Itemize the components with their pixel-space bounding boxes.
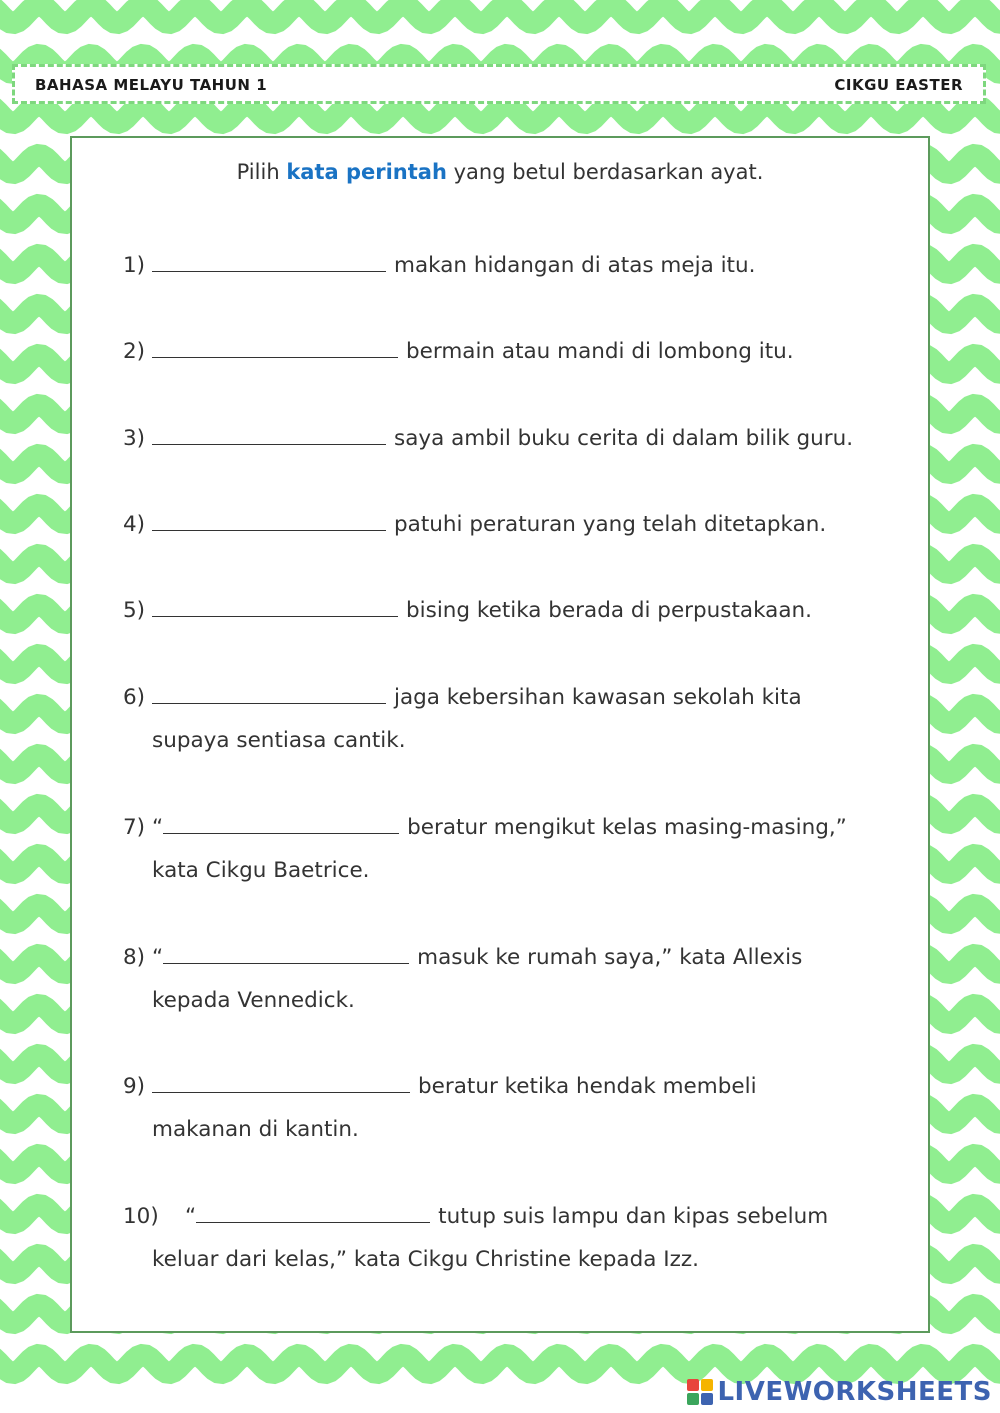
wave-stripe — [0, 5, 1000, 23]
teacher-name: CIKGU EASTER — [834, 76, 963, 94]
question-item — [123, 1195, 880, 1281]
question-item — [123, 589, 880, 632]
subject-title: BAHASA MELAYU TAHUN 1 — [35, 76, 268, 94]
liveworksheets-logo-icon — [687, 1379, 713, 1405]
question-item — [123, 244, 880, 287]
instruction-keyword: kata perintah — [286, 160, 447, 184]
question-text: masuk ke rumah saya,” kata Allexis — [417, 945, 803, 970]
open-quote: “ — [152, 945, 164, 970]
question-text-continued: makanan di kantin. — [152, 1117, 359, 1142]
answer-blank[interactable] — [152, 679, 386, 704]
question-text: saya ambil buku cerita di dalam bilik guru. — [394, 426, 854, 451]
question-number: 2) — [123, 339, 146, 364]
question-number: 1) — [123, 253, 146, 278]
question-text-continued: keluar dari kelas,” kata Cikgu Christine kepada Izz. — [152, 1247, 700, 1272]
question-item — [123, 417, 880, 460]
brand-name: LIVEWORKSHEETS — [717, 1377, 992, 1407]
worksheet-content — [70, 136, 930, 1333]
answer-blank[interactable] — [152, 506, 386, 531]
question-text: jaga kebersihan kawasan sekolah kita — [394, 685, 802, 710]
question-text: tutup suis lampu dan kipas sebelum — [438, 1204, 829, 1229]
question-text-continued: kata Cikgu Baetrice. — [152, 858, 370, 883]
question-number: 3) — [123, 426, 146, 451]
answer-blank[interactable] — [163, 939, 409, 964]
question-text: patuhi peraturan yang telah ditetapkan. — [394, 512, 827, 537]
open-quote: “ — [185, 1204, 197, 1229]
instruction-before: Pilih — [236, 160, 287, 184]
answer-blank[interactable] — [152, 592, 398, 617]
question-number: 9) — [123, 1074, 146, 1099]
question-item — [123, 330, 880, 373]
header-bar — [12, 64, 986, 104]
question-text-continued: supaya sentiasa cantik. — [152, 728, 406, 753]
question-item — [123, 1065, 880, 1151]
answer-blank[interactable] — [152, 1068, 410, 1093]
question-text: beratur mengikut kelas masing-masing,” — [407, 815, 847, 840]
question-item — [123, 676, 880, 762]
wave-stripe — [0, 105, 1000, 123]
instruction-text — [72, 160, 928, 184]
question-text-continued: kepada Vennedick. — [152, 988, 355, 1013]
open-quote: “ — [152, 815, 164, 840]
question-number: 4) — [123, 512, 146, 537]
question-item — [123, 503, 880, 546]
question-number: 10) — [123, 1204, 159, 1229]
question-item — [123, 936, 880, 1022]
question-text: beratur ketika hendak membeli — [418, 1074, 757, 1099]
instruction-after: yang betul berdasarkan ayat. — [446, 160, 764, 184]
answer-blank[interactable] — [163, 809, 399, 834]
wave-stripe — [0, 1355, 1000, 1373]
question-text: makan hidangan di atas meja itu. — [394, 253, 756, 278]
answer-blank[interactable] — [152, 247, 386, 272]
question-text: bermain atau mandi di lombong itu. — [406, 339, 794, 364]
question-number: 8) — [123, 945, 146, 970]
question-item — [123, 806, 880, 892]
answer-blank[interactable] — [196, 1198, 430, 1223]
question-number: 6) — [123, 685, 146, 710]
liveworksheets-brand — [687, 1375, 992, 1409]
question-number: 7) — [123, 815, 146, 840]
question-number: 5) — [123, 598, 146, 623]
question-text: bising ketika berada di perpustakaan. — [406, 598, 812, 623]
answer-blank[interactable] — [152, 420, 386, 445]
answer-blank[interactable] — [152, 333, 398, 358]
